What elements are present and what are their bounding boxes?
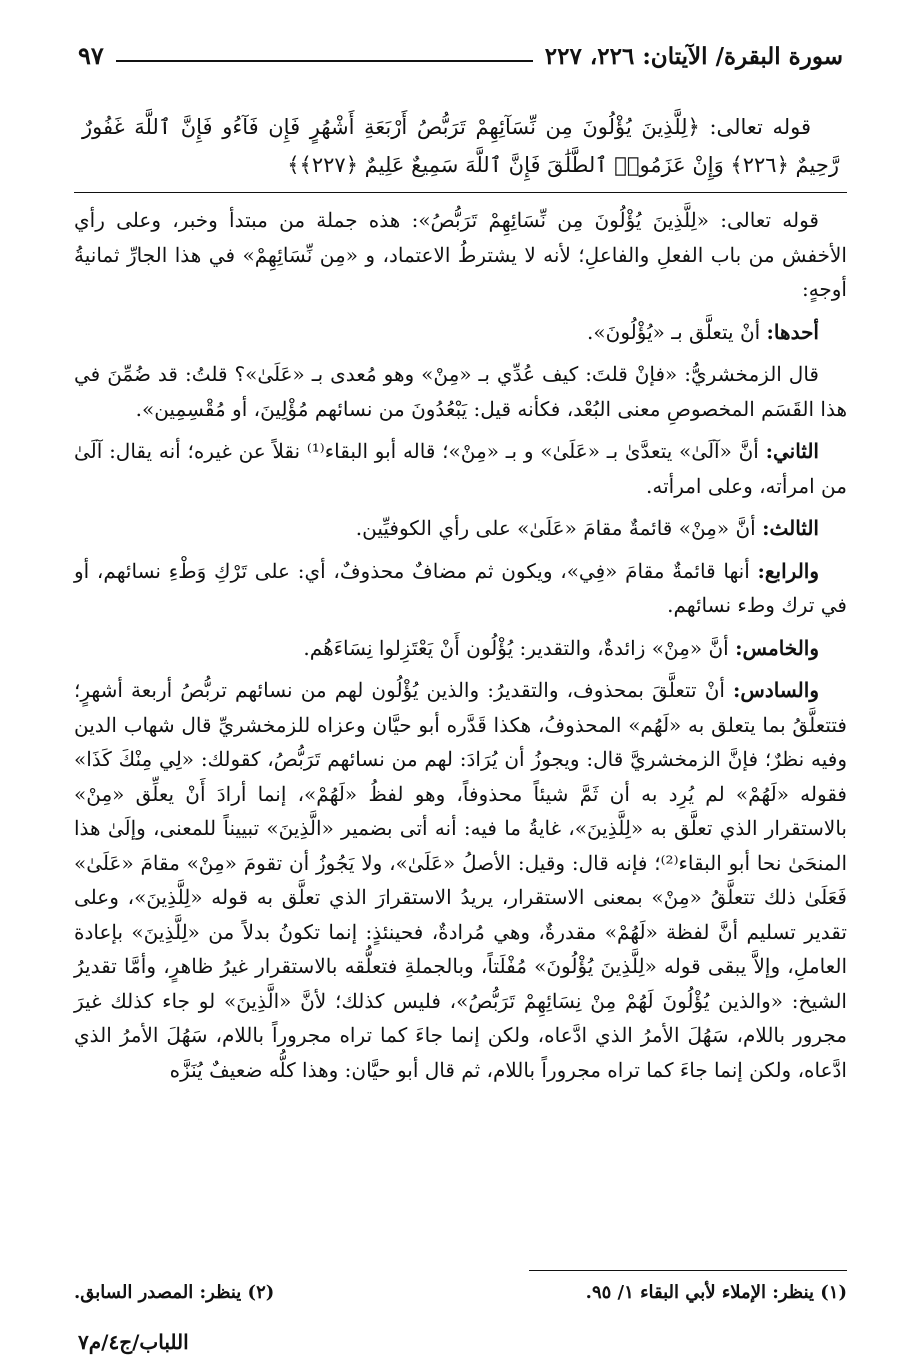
footnote-rule bbox=[529, 1270, 847, 1271]
paragraph-text: أنَّ «مِنْ» زائدةٌ، والتقدير: يُؤْلُون أَنْ يَعْتَزِلوا نِسَاءَهُم. bbox=[303, 635, 729, 660]
paragraph-second bbox=[74, 434, 847, 503]
paragraph-text: قال الزمخشريُّ: «فإنْ قلتَ: كيف عُدِّي بـ «مِنْ» وهو مُعدى بـ «عَلَىٰ»؟ قلتُ: قد ضُمِّنَ في هذا القَسَم المخصوصِ معنى البُعْد، فكأنه قيل: يَبْعُدُونَ من نسائهم مُؤْلِينَ، أو مُقْسِمِين». bbox=[74, 362, 847, 421]
paragraph-intro bbox=[74, 203, 847, 307]
quran-verse: ﴿لِلَّذِينَ يُؤْلُونَ مِن نِّسَآئِهِمْ تَرَبُّصُ أَرْبَعَةِ أَشْهُرٍ فَإِن فَآءُو فَإِنَّ ٱللَّهَ غَفُورٌ رَّحِيمٌ ﴿٢٢٦﴾ وَإِنْ عَزَمُوا۟ ٱلطَّلَٰقَ فَإِنَّ ٱللَّهَ سَمِيعٌ عَلِيمٌ ﴿٢٢٧﴾﴾ bbox=[82, 115, 839, 177]
footnote-2: (٢) ينظر: المصدر السابق. bbox=[74, 1282, 275, 1303]
printer-signature: اللباب/ج٤/م٧ bbox=[78, 1330, 189, 1354]
paragraph-lead: الثاني: bbox=[765, 439, 819, 463]
header-rule bbox=[116, 60, 533, 62]
paragraph-lead: والخامس: bbox=[735, 635, 819, 660]
paragraph-text: أنْ تتعلَّقَ بمحذوف، والتقديرُ: والذين يُؤْلُون لهم من نسائهم تربُّصُ أربعة أشهرٍ؛ فتتعلَّقُ بما يتعلق به «لَهُم» المحذوفُ، هكذا قَدَّره أبو حيَّان وعزاه للزمخشريِّ قال شهاب الدين وفيه نظرٌ؛ فإنَّ الزمخشريَّ قال: ويجوزُ أن يُرَادَ: لهم من نسائهم تَرَبُّصُ، كقولك: «لِي مِنْكَ كَذَا» فقوله «لَهُمْ» لم يُرِد به أن ثَمَّ شيئاً محذوفاً، وهو لفظُ «لَهُمْ»، إنما أرادَ أَنْ يعلِّق «مِنْ» بالاستقرار الذي تعلَّق به «لِلَّذِينَ»، غايةُ ما فيه: أنه أتى بضمير «الَّذِينَ» تبييناً للمعنى، وإلَىٰ هذا المنحَىٰ نحا أبو البقاء⁽²⁾؛ فإنه قال: وقيل: الأصلُ «عَلَىٰ»، ولا يَجُوزُ أن تقومَ «مِنْ» مقامَ «عَلَىٰ» فَعَلَىٰ ذلك تتعلَّقُ «مِنْ» بمعنى الاستقرار، يريدُ الاستقرارَ الذي تعلَّق به قوله «لِلَّذِينَ»، وعلى تقدير تسليم أنَّ لفظة «لَهُمْ» مقدرةٌ، وهي مُرادةٌ، فحينئذٍ: إنما تكونُ بدلاً من «لِلَّذِينَ» بإعادة العاملِ، وإلاَّ يبقى قوله «لِلَّذِينَ يُؤْلُونَ» مُفْلَتاً، وبالجملةِ فتعلُّقه بالاستقرار غيرُ ظاهرٍ، وأمَّا تقديرُ الشيخ: «والذين يُؤْلُونَ لَهُمْ مِنْ نِسَائِهِمْ تَرَبُّصُ»، فليس كذلك؛ لأنَّ «الَّذِينَ» لو جاء كذلك غيرَ مجرور باللام، سَهُلَ الأمرُ الذي ادَّعاه، ولكن إنما جاءَ كما تراه مجروراً باللام، سَهُلَ الأمرُ الذي ادَّعاه، ولكن إنما جاءَ كما تراه مجروراً باللام، ثم قال أبو حيَّان: وهذا كلُّه ضعيفٌ يُنَزَّه bbox=[74, 678, 848, 1082]
footnote-1: (١) ينظر: الإملاء لأبي البقاء ١/ ٩٥. bbox=[585, 1282, 847, 1303]
paragraph-lead: أحدها: bbox=[766, 319, 819, 344]
quran-intro: قوله تعالى: bbox=[709, 115, 811, 139]
paragraph-text: أنَّ «مِنْ» قائمةٌ مقامَ «عَلَىٰ» على رأي الكوفيِّين. bbox=[355, 516, 756, 540]
page-header bbox=[78, 30, 843, 70]
paragraph-lead: الثالث: bbox=[762, 516, 819, 540]
paragraph-zamakhshari bbox=[74, 357, 847, 426]
paragraph-text: أنْ يتعلَّق بـ «يُؤْلُونَ». bbox=[587, 319, 761, 344]
paragraph-fourth bbox=[74, 554, 847, 623]
paragraph-lead: والرابع: bbox=[757, 558, 820, 583]
paragraph-lead: والسادس: bbox=[733, 678, 819, 702]
running-title: سورة البقرة/ الآيتان: ٢٢٦، ٢٢٧ bbox=[544, 43, 843, 70]
page-number: ٩٧ bbox=[78, 41, 104, 70]
paragraph-text: قوله تعالى: «لِلَّذِينَ يُؤْلُونَ مِن نِّسَائِهِمْ تَرَبُّصُ»: هذه جملة من مبتدأ وخبر، وعلى رأي الأخفش من باب الفعلِ والفاعلِ؛ لأنه لا يشترطُ الاعتماد، و «مِن نِّسَائِهِمْ» في هذا الجارِّ ثمانيةُ أوجهٍ: bbox=[74, 208, 847, 301]
paragraph-text: أنَّ «آلَىٰ» يتعدَّىٰ بـ «عَلَىٰ» و بـ «مِنْ»؛ قاله أبو البقاء⁽¹⁾ نقلاً عن غيره؛ أنه يقال: آلَىٰ من امرأته، وعلى امرأته. bbox=[74, 439, 847, 498]
quran-verse-block bbox=[74, 104, 847, 193]
main-text bbox=[74, 104, 847, 1095]
paragraph-text: أنها قائمةٌ مقامَ «فِي»، ويكون ثم مضافٌ محذوفٌ، أي: على تَرْكِ وَطْءِ نسائهم، أو في ترك وطء نسائهم. bbox=[74, 558, 847, 617]
paragraph-third bbox=[74, 511, 847, 546]
paragraph-fifth bbox=[74, 631, 847, 666]
paragraph-first bbox=[74, 315, 847, 350]
paragraph-sixth bbox=[74, 673, 847, 1087]
footnotes bbox=[74, 1282, 847, 1303]
